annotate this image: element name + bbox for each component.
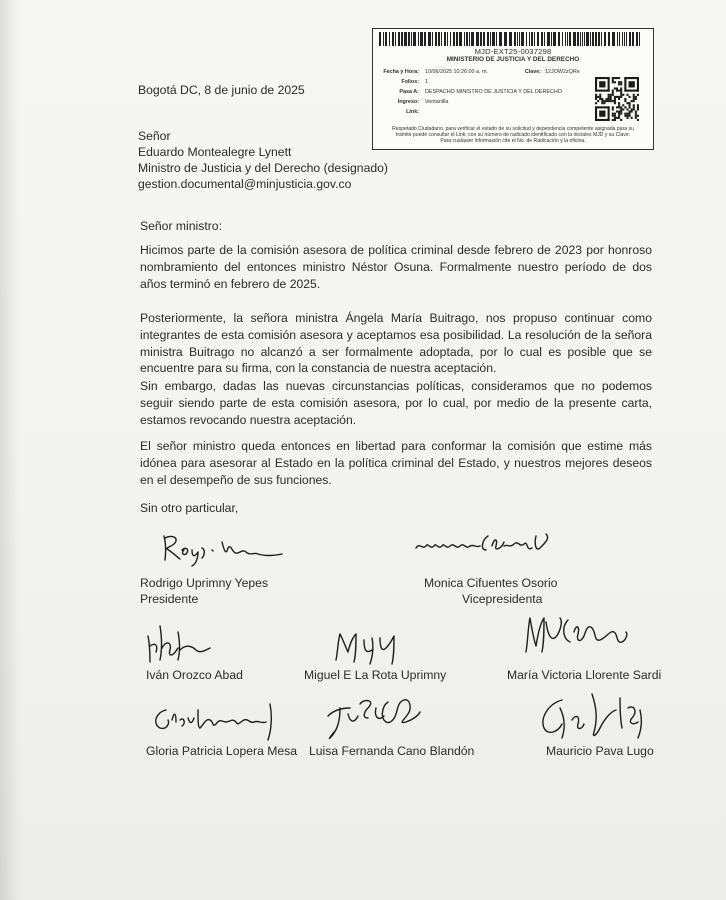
qr-module <box>603 100 605 102</box>
signatory-name-1: Rodrigo Uprimny Yepes <box>140 576 269 590</box>
qr-module <box>595 119 610 121</box>
qr-module <box>622 104 624 106</box>
qr-module <box>612 79 614 81</box>
body-paragraph-2: Posteriormente, la señora ministra Ángela María Buitrago, nos propuso continuar como integrantes de esta comisión asesora y aceptamos esa posibilidad. La resolución de la señora ministra Buitrago no alcanzó a ser formalmente adoptada, por lo cual es posible que se encuentre para su firma, con la constancia de nuestra aceptación. <box>140 311 652 376</box>
barcode-bar <box>401 32 403 46</box>
stamp-folios-value: 1 <box>425 79 428 85</box>
barcode-bar <box>444 32 446 46</box>
signatory-name-8: Mauricio Pava Lugo <box>546 744 654 758</box>
barcode-bar <box>469 32 470 46</box>
barcode-bar <box>582 32 583 46</box>
stamp-fecha-value: 10/06/2025 10:26:00 a. m. <box>425 69 488 75</box>
qr-module <box>610 98 612 100</box>
qr-module <box>616 96 618 98</box>
qr-module <box>612 77 614 79</box>
barcode-bar <box>519 32 520 46</box>
qr-module <box>599 94 601 96</box>
qr-module <box>624 115 626 117</box>
qr-module <box>618 77 620 79</box>
qr-module <box>601 100 603 102</box>
qr-module <box>633 104 635 106</box>
stamp-ingreso-value: Ventanilla <box>425 99 449 105</box>
barcode-bar <box>562 32 563 46</box>
qr-module <box>614 113 616 115</box>
barcode-bar <box>466 32 468 46</box>
qr-module <box>612 108 614 110</box>
signatory-name-2: Monica Cifuentes Osorio <box>424 576 558 590</box>
stamp-note-line: trámite puede consultar el Link; con su número de radicado identificado con la iniciales MJD y su Clave: <box>395 132 631 139</box>
qr-module <box>618 83 620 85</box>
qr-module <box>597 100 599 102</box>
qr-module <box>599 96 601 98</box>
qr-module <box>635 115 637 117</box>
barcode-bar <box>496 32 497 46</box>
reception-stamp <box>372 28 654 150</box>
barcode-bar <box>553 32 556 46</box>
recipient-title: Ministro de Justicia y del Derecho (designado) <box>138 161 388 175</box>
qr-module <box>618 115 620 117</box>
qr-module <box>624 113 626 115</box>
barcode-bar <box>383 32 384 46</box>
barcode-bar <box>601 32 602 46</box>
qr-module <box>614 81 616 83</box>
qr-module <box>629 104 631 106</box>
barcode-bar <box>456 32 458 46</box>
barcode-bar <box>379 32 381 46</box>
barcode-bar <box>598 32 600 46</box>
qr-module <box>626 113 628 115</box>
qr-module <box>601 102 603 104</box>
qr-module <box>605 100 607 102</box>
qr-module <box>595 94 597 96</box>
barcode-bar <box>577 32 579 46</box>
barcode-bar <box>514 32 516 46</box>
qr-module <box>637 119 639 121</box>
barcode-bar <box>392 32 394 46</box>
signature-monica-cifuentes <box>414 528 564 564</box>
qr-module <box>626 94 628 96</box>
barcode-bar <box>432 32 433 46</box>
radicado-number: MJD-EXT25-0037298 <box>474 47 552 56</box>
qr-module <box>599 111 605 117</box>
barcode-bar <box>420 32 423 46</box>
barcode-bar <box>398 32 400 46</box>
qr-module <box>626 102 628 104</box>
qr-module <box>631 100 633 102</box>
qr-module <box>612 113 614 115</box>
qr-module <box>599 98 601 100</box>
barcode-bar <box>624 32 625 46</box>
qr-module <box>637 106 639 108</box>
qr-module <box>601 98 603 100</box>
qr-module <box>618 113 620 115</box>
signatory-role-2: Vicepresidenta <box>462 592 543 606</box>
signature-gloria-lopera <box>148 700 288 744</box>
qr-module <box>626 108 628 110</box>
qr-module <box>626 117 628 119</box>
barcode-bar <box>569 32 571 46</box>
barcode-bar <box>580 32 581 46</box>
recipient-email: gestion.documental@minjusticia.gov.co <box>138 177 352 191</box>
qr-module <box>624 106 626 108</box>
barcode-bar <box>529 32 530 46</box>
qr-module <box>618 106 620 108</box>
barcode-bar <box>435 32 437 46</box>
qr-module <box>624 100 626 102</box>
qr-module <box>624 77 626 92</box>
qr-module <box>620 113 622 115</box>
stamp-pasa-label: Pasa A: <box>399 89 419 95</box>
barcode-bar <box>504 32 507 46</box>
qr-module <box>620 119 622 121</box>
qr-module <box>633 98 635 100</box>
barcode-bar <box>573 32 576 46</box>
barcode-bar <box>499 32 502 46</box>
barcode-bar <box>544 32 545 46</box>
barcode-bar <box>385 32 387 46</box>
qr-module <box>631 117 633 119</box>
qr-module <box>595 106 610 108</box>
qr-module <box>618 102 620 104</box>
qr-module <box>620 94 622 96</box>
barcode-bar <box>632 32 634 46</box>
barcode-bar <box>413 32 416 46</box>
qr-module <box>614 102 616 104</box>
signature-luisa-cano <box>324 694 434 744</box>
qr-module <box>608 77 610 92</box>
signatory-name-6: Gloria Patricia Lopera Mesa <box>146 744 298 758</box>
barcode-bar <box>441 32 442 46</box>
signature-miguel-la-rota <box>332 630 412 666</box>
body-paragraph-1: Hicimos parte de la comisión asesora de política criminal desde febrero de 2023 por honroso nombramiento del entonces ministro Néstor Osuna. Formalmente nuestro período de dos años terminó en febrero de 2025. <box>140 243 652 291</box>
signatory-name-3: Iván Orozco Abad <box>146 668 243 682</box>
qr-module <box>618 96 620 98</box>
qr-module <box>614 87 616 89</box>
qr-module <box>614 117 616 119</box>
qr-module <box>629 96 631 98</box>
qr-module <box>595 102 597 104</box>
qr-code-image <box>595 77 639 121</box>
barcode-bar <box>404 32 407 46</box>
stamp-clave-label: Clave: <box>524 69 541 75</box>
qr-module <box>608 96 610 98</box>
barcode-bar <box>411 32 412 46</box>
qr-module <box>603 102 605 104</box>
barcode-bar <box>476 32 479 46</box>
barcode-bar <box>464 32 465 46</box>
qr-module <box>612 119 614 121</box>
qr-module <box>614 96 616 98</box>
barcode-bar <box>619 32 620 46</box>
signature-rodrigo-uprimny <box>158 528 298 568</box>
barcode-bar <box>490 32 491 46</box>
qr-module <box>637 115 639 117</box>
qr-module <box>608 98 610 100</box>
barcode-bar <box>586 32 589 46</box>
barcode-bar <box>408 32 410 46</box>
stamp-ingreso-label: Ingreso: <box>397 99 419 105</box>
qr-module <box>595 98 597 100</box>
qr-module <box>597 96 599 98</box>
barcode-bar <box>551 32 552 46</box>
recipient-name: Eduardo Montealegre Lynett <box>138 145 292 159</box>
qr-module <box>629 81 635 87</box>
qr-module <box>618 104 620 106</box>
barcode-bar <box>636 32 638 46</box>
qr-module <box>629 113 631 115</box>
barcode-bar <box>584 32 585 46</box>
barcode-bar <box>492 32 495 46</box>
qr-module <box>616 111 618 113</box>
qr-module <box>637 104 639 106</box>
barcode-bar <box>453 32 455 46</box>
barcode-bar <box>567 32 568 46</box>
qr-module <box>624 77 639 79</box>
signature-maria-victoria-llorente <box>522 612 642 660</box>
body-paragraph-4: El señor ministro queda entonces en libertad para conformar la comisión que estime más idónea para asesorar al Estado en la política criminal del Estado, y nuestros mejores deseos en el desempeño de sus funciones. <box>140 439 652 487</box>
qr-module <box>612 90 614 92</box>
stamp-ministry: MINISTERIO DE JUSTICIA Y DEL DERECHO <box>446 56 580 63</box>
qr-module <box>595 96 597 98</box>
barcode-bar <box>459 32 462 46</box>
signature-mauricio-pava <box>536 688 656 748</box>
qr-module <box>614 77 616 79</box>
qr-module <box>616 117 618 119</box>
barcode-bar <box>547 32 550 46</box>
qr-module <box>608 106 610 121</box>
qr-module <box>620 108 622 110</box>
qr-module <box>629 115 631 117</box>
barcode-bar <box>483 32 485 46</box>
stamp-pasa-value: DESPACHO MINISTRO DE JUSTICIA Y DEL DERECHO <box>425 89 562 95</box>
qr-module <box>620 87 622 89</box>
letter-greeting: Señor ministro: <box>140 219 222 233</box>
qr-module <box>612 92 614 94</box>
barcode-bar <box>592 32 594 46</box>
qr-module <box>610 96 612 98</box>
qr-module <box>612 100 614 102</box>
qr-module <box>614 100 616 102</box>
qr-module <box>612 106 614 108</box>
qr-module <box>620 96 622 98</box>
barcode-bar <box>612 32 615 46</box>
qr-module <box>620 90 622 92</box>
letter-closing: Sin otro particular, <box>140 501 239 515</box>
barcode-bar <box>471 32 474 46</box>
qr-module <box>614 119 616 121</box>
qr-module <box>616 87 618 89</box>
barcode-image <box>379 32 645 46</box>
barcode-bar <box>438 32 440 46</box>
qr-module <box>616 90 618 92</box>
qr-module <box>633 100 635 102</box>
letter-date: Bogotá DC, 8 de junio de 2025 <box>138 83 305 97</box>
qr-module <box>633 94 635 96</box>
stamp-note-line: Respetado Ciudadano, para verificar el estado de su solicitud y dependencia competente asignada para su <box>392 126 634 132</box>
qr-module <box>631 108 633 110</box>
qr-module <box>620 81 622 83</box>
barcode-bar <box>509 32 512 46</box>
qr-module <box>629 106 631 108</box>
qr-module <box>618 90 620 92</box>
barcode-bar <box>531 32 533 46</box>
qr-module <box>637 108 639 110</box>
qr-module <box>618 81 620 83</box>
qr-module <box>637 94 639 96</box>
qr-module <box>614 98 616 100</box>
qr-module <box>633 96 635 98</box>
stamp-link-label: Link: <box>406 109 419 115</box>
qr-module <box>616 77 618 79</box>
qr-module <box>622 108 624 110</box>
qr-module <box>635 111 637 113</box>
qr-module <box>635 117 637 119</box>
qr-module <box>620 106 622 108</box>
signature-ivan-orozco <box>144 622 224 666</box>
recipient-salutation: Señor <box>138 129 171 143</box>
qr-module <box>635 96 637 98</box>
qr-module <box>614 115 616 117</box>
barcode-bar <box>639 32 640 46</box>
qr-module <box>595 77 597 92</box>
qr-module <box>618 117 620 119</box>
barcode-bar <box>521 32 524 46</box>
barcode-bar <box>480 32 482 46</box>
barcode-bar <box>617 32 618 46</box>
qr-module <box>608 100 610 102</box>
barcode-bar <box>565 32 566 46</box>
barcode-bar <box>608 32 610 46</box>
qr-module <box>624 90 639 92</box>
stamp-folios-label: Folios: <box>401 79 419 85</box>
barcode-bar <box>537 32 539 46</box>
barcode-bar <box>629 32 631 46</box>
qr-module <box>608 94 610 96</box>
barcode-bar <box>541 32 543 46</box>
qr-module <box>595 106 597 121</box>
barcode-bar <box>622 32 623 46</box>
barcode-bar <box>450 32 451 46</box>
qr-module <box>599 81 605 87</box>
barcode-bar <box>534 32 535 46</box>
barcode-bar <box>595 32 597 46</box>
qr-module <box>633 106 635 108</box>
qr-module <box>610 94 612 96</box>
qr-module <box>629 102 631 104</box>
qr-module <box>620 92 622 94</box>
qr-module <box>629 111 631 113</box>
barcode-bar <box>487 32 489 46</box>
qr-module <box>618 98 620 100</box>
qr-module <box>624 98 626 100</box>
barcode-bar <box>418 32 419 46</box>
barcode-bar <box>389 32 390 46</box>
qr-module <box>637 77 639 92</box>
qr-module <box>635 113 637 115</box>
stamp-fecha-label: Fecha y Hora: <box>383 69 419 75</box>
qr-module <box>605 98 607 100</box>
barcode-bar <box>428 32 431 46</box>
barcode-bar <box>604 32 606 46</box>
stamp-clave-value: 12JOW2zQRe <box>545 69 580 75</box>
qr-module <box>616 106 618 108</box>
stamp-note <box>379 126 647 145</box>
barcode-bar <box>395 32 396 46</box>
qr-module <box>635 98 637 100</box>
barcode-bar <box>626 32 627 46</box>
qr-module <box>595 77 610 79</box>
qr-module <box>631 111 633 113</box>
qr-module <box>622 94 624 96</box>
barcode-bar <box>517 32 518 46</box>
barcode-bar <box>424 32 426 46</box>
qr-module <box>612 81 614 83</box>
qr-module <box>618 111 620 113</box>
page-shadow <box>0 0 20 900</box>
qr-module <box>612 94 614 96</box>
qr-module <box>610 100 612 102</box>
qr-module <box>620 83 622 85</box>
barcode-bar <box>526 32 527 46</box>
barcode-bar <box>447 32 448 46</box>
signatory-name-5: María Victoria Llorente Sardi <box>507 668 662 682</box>
barcode-bar <box>590 32 591 46</box>
qr-module <box>612 115 614 117</box>
signatory-name-4: Miguel E La Rota Uprimny <box>304 668 447 682</box>
signatory-name-7: Luisa Fernanda Cano Blandón <box>309 744 475 758</box>
signatory-role-1: Presidente <box>140 592 199 606</box>
stamp-note-line: Para cualquier información cite el No. de Radicación y la oficina. <box>440 138 586 145</box>
qr-module <box>595 90 610 92</box>
qr-module <box>633 108 635 110</box>
qr-module <box>626 115 628 117</box>
barcode-bar <box>558 32 560 46</box>
qr-module <box>620 111 622 113</box>
body-paragraph-3: Sin embargo, dadas las nuevas circunstancias políticas, consideramos que no podemos seguir siendo parte de esta comisión asesora, por lo cual, por medio de la presente carta, estamos revocando nuestra aceptación. <box>140 379 652 427</box>
